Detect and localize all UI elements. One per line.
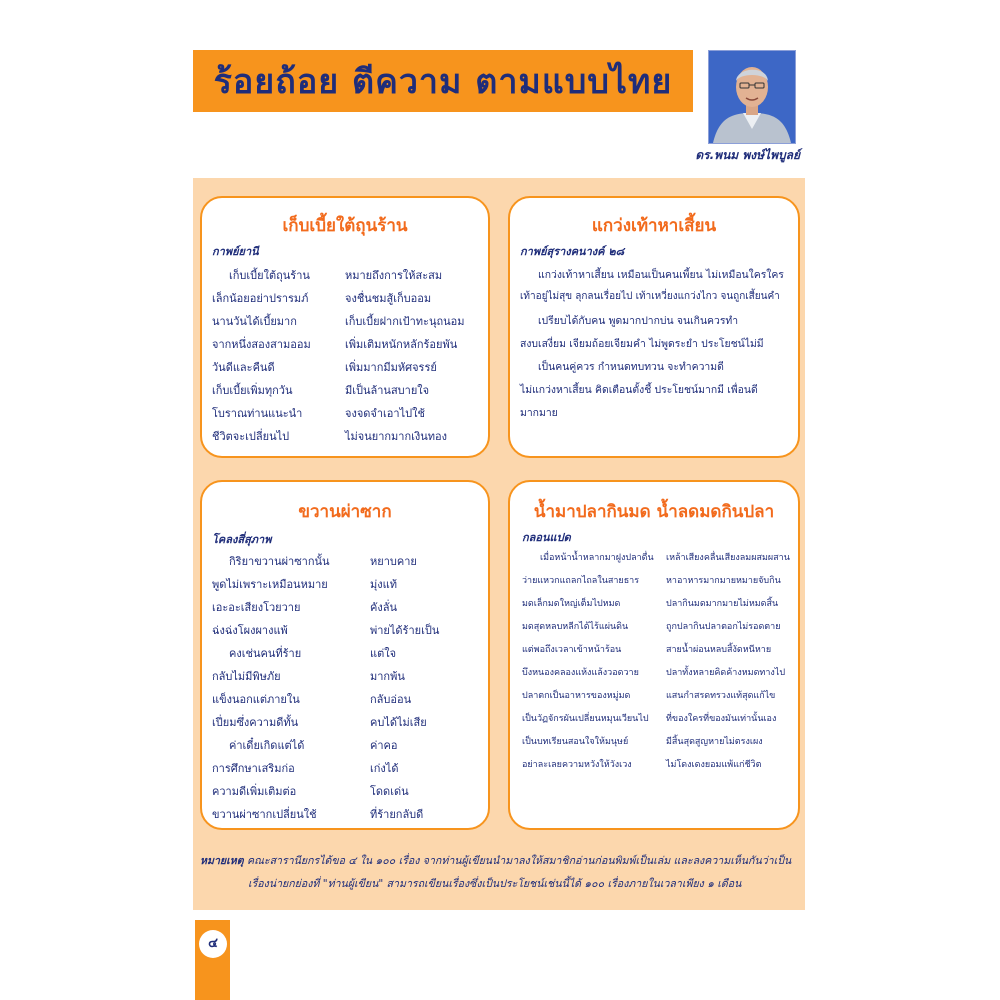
poem-line: ค่าเดี๋ยเกิดแต่ได้ [229,739,305,752]
poem-line: เหล้าเสียงคลื่นเสียงลมผสมผสาน [666,553,790,563]
poem-line: ไม่จนยากมากเงินทอง [345,430,447,443]
poem-line: แกว่งเท้าหาเสี้ยน เหมือนเป็นคนเพี้ยน ไม่เหมือนใครใคร [538,269,784,281]
poem-line: มดสุดหลบหลีกได้ไร้แผ่นดิน [522,622,629,632]
poem-line: พ่ายได้ร้ายเป็น [370,624,440,637]
poem-card-4 [508,480,800,830]
poem-line: ขวานผ่าซากเปลี่ยนใช้ [212,808,317,821]
poem-line: เก็บเบี้ยเพิ่มทุกวัน [212,384,293,397]
poem-line: มีสิ้นสุดสูญหายไม่ตรงเผง [666,737,763,747]
poem-title: เก็บเบี้ยใต้ถุนร้าน [282,216,408,236]
poem-line: เท้าอยู่ไม่สุข ลุกลนเรื่อยไป เท้าเหวี่ยงแกว่งไกว จนถูกเสี้ยนคำ [520,291,780,302]
poem-line: จากหนึ่งสองสามออม [212,338,311,351]
poem-line: คงเช่นคนที่ร้าย [229,647,302,660]
page-title: ร้อยถ้อย ตีความ ตามแบบไทย [213,62,673,102]
poem-line: วันดีและคืนดี [212,361,275,374]
footnote-text-2: เรื่องน่ายกย่องที่ "ท่านผู้เขียน" สามารถเขียนเรื่องซึ่งเป็นประโยชน์เช่นนี้ได้ ๑๐๐ เรื่องภายในเวลาเพียง ๑ เดือน [248,878,742,890]
poem-meter: กาพย์ยานี [212,245,259,258]
poem-line: เพิ่มมากมีมหัศจรรย์ [345,361,437,374]
poem-line: กลับไม่มีพิษภัย [212,670,281,683]
poem-line: ความดีเพิ่มเติมต่อ [212,785,297,798]
footnote-text-1: คณะสารานียกรได้ขอ ๔ ใน ๑๐๐ เรื่อง จากท่านผู้เขียนนำมาลงให้สมาชิกอ่านก่อนพิมพ์เป็นเล่ม และลงความเห็นกันว่าเป็น [246,855,792,867]
poem-line: นานวันได้เบี้ยมาก [212,315,297,328]
poem-line: กลับอ่อน [370,693,412,706]
footnote [200,850,800,896]
poem-line: ถูกปลากินปลาตอกไม่รอดตาย [666,622,781,632]
poem-line: โบราณท่านแนะนำ [212,407,303,420]
poem-line: อย่าละเลยความหวังให้วังเวง [522,760,632,770]
author-name: ดร.พนม พงษ์ไพบูลย์ [695,148,800,162]
poem-line: ปลาตกเป็นอาหารของหมู่มด [522,691,631,701]
poem-line: แข็งนอกแต่ภายใน [212,693,300,706]
poem-line: โดดเด่น [370,785,409,798]
poem-card-1 [200,196,490,458]
poem-line: มีเป็นล้านสบายใจ [345,384,430,397]
poem-line: เก็บเบี้ยใต้ถุนร้าน [229,269,310,282]
poem-line: มุ่งแท้ [370,578,397,591]
poem-line: การศึกษาเสริมก่อ [212,762,295,775]
poem-meter: โคลงสี่สุภาพ [212,533,272,546]
poem-line: เปรียบได้กับคน พูดมากปากบ่น จนเกินควรทำ [538,315,739,327]
poem-line: มากมาย [520,407,558,419]
poem-line: เพิ่มเติมหนักหลักร้อยพัน [345,338,458,351]
author-portrait-image [709,51,795,143]
poem-line: ฉ่งฉ่งโผงผางแพ้ [212,624,288,637]
poem-line: แต่พอถึงเวลาเข้าหน้าร้อน [522,645,622,655]
poem-line: ว่ายแหวกแถลกไถลในสายธาร [522,576,640,586]
poem-line: หาอาหารมากมายหมายจับกิน [666,576,781,586]
poem-line: แสนกำสรดทรวงแท้สุดแก้ไข [666,691,776,701]
footnote-line-1 [200,850,800,873]
poem-line: จงชื่นชมสู้เก็บออม [345,292,432,305]
poem-line: ไม่แกว่งหาเสี้ยน คิดเตือนตั้งชี้ ประโยชน์มากมี เพื่อนดี [520,384,758,396]
title-banner [193,50,693,112]
poem-line: กิริยาขวานผ่าซากนั้น [229,555,330,568]
poem-line: เล็กน้อยอย่าปรารมภ์ [212,292,309,305]
poem-line: ชีวิตจะเปลี่ยนไป [212,430,290,443]
poem-line: ไม่โดงเดงยอมแพ้แก่ชีวิต [666,760,762,770]
poem-title: ขวานผ่าซาก [298,502,392,522]
poem-line: มดเล็กมดใหญ่เต็มไปหมด [522,599,621,609]
poem-line: บึงหนองคลองแห้งแล้งวอดวาย [522,668,639,678]
poem-line: จงจดจำเอาไปใช้ [345,407,425,420]
poem-line: คบได้ไม่เสีย [370,716,427,729]
poem-line: ที่ของใครที่ของมันเท่านั้นเอง [666,714,777,724]
author-photo [708,50,796,144]
poem-meter: กลอนแปด [522,531,571,544]
poem-line: แต่ใจ [370,647,397,660]
poem-card-3 [200,480,490,830]
poem-line: เอะอะเสียงโวยวาย [212,601,301,614]
poem-line: มากพ้น [370,670,405,683]
poem-meter: กาพย์สุรางคนางค์ ๒๘ [520,245,625,258]
poem-line: ที่ร้ายกลับดี [370,808,424,821]
poem-line: เปี่ยมซึ่งความดีทั้น [212,716,299,729]
poem-line: เป็นวัฏจักรผันเปลี่ยนหมุนเวียนไป [522,714,649,724]
poem-line: สงบเสงี่ยม เจียมถ้อยเจียมคำ ไม่พูดระยำ ประโยชน์ไม่มี [520,338,764,350]
poem-line: หมายถึงการให้สะสม [345,269,443,282]
poem-line: เมื่อหน้าน้ำหลากมาฝูงปลาดื่น [540,553,654,563]
poem-line: พูดไม่เพราะเหมือนหมาย [212,578,328,591]
poem-line: เป็นบทเรียนสอนใจให้มนุษย์ [522,737,629,747]
poem-title: น้ำมาปลากินมด น้ำลดมดกินปลา [533,502,775,522]
poem-line: ค่าคอ [370,739,398,752]
poem-line: หยาบคาย [370,555,417,568]
page-number: ๔ [199,930,227,958]
footnote-label: หมายเหตุ [200,855,244,867]
poem-line: สายน้ำผ่อนหลบสิ้งัดหนีหาย [666,645,772,655]
poem-line: เก่งได้ [370,762,399,775]
poem-title: แกว่งเท้าหาเสี้ยน [591,216,717,236]
poem-line: เก็บเบี้ยฝากเป้าทะนุถนอม [345,315,465,328]
poem-line: คังลั่น [370,601,397,614]
poem-line: ปลากินมดมากมายไม่หมดสิ้น [666,599,779,609]
poem-card-2 [508,196,800,458]
poem-line: ปลาทั้งหลายคิดค้างหมดทางไป [666,668,786,678]
poem-line: เป็นคนคู่ควร กำหนดทบทวน จะทำความดี [538,361,724,373]
